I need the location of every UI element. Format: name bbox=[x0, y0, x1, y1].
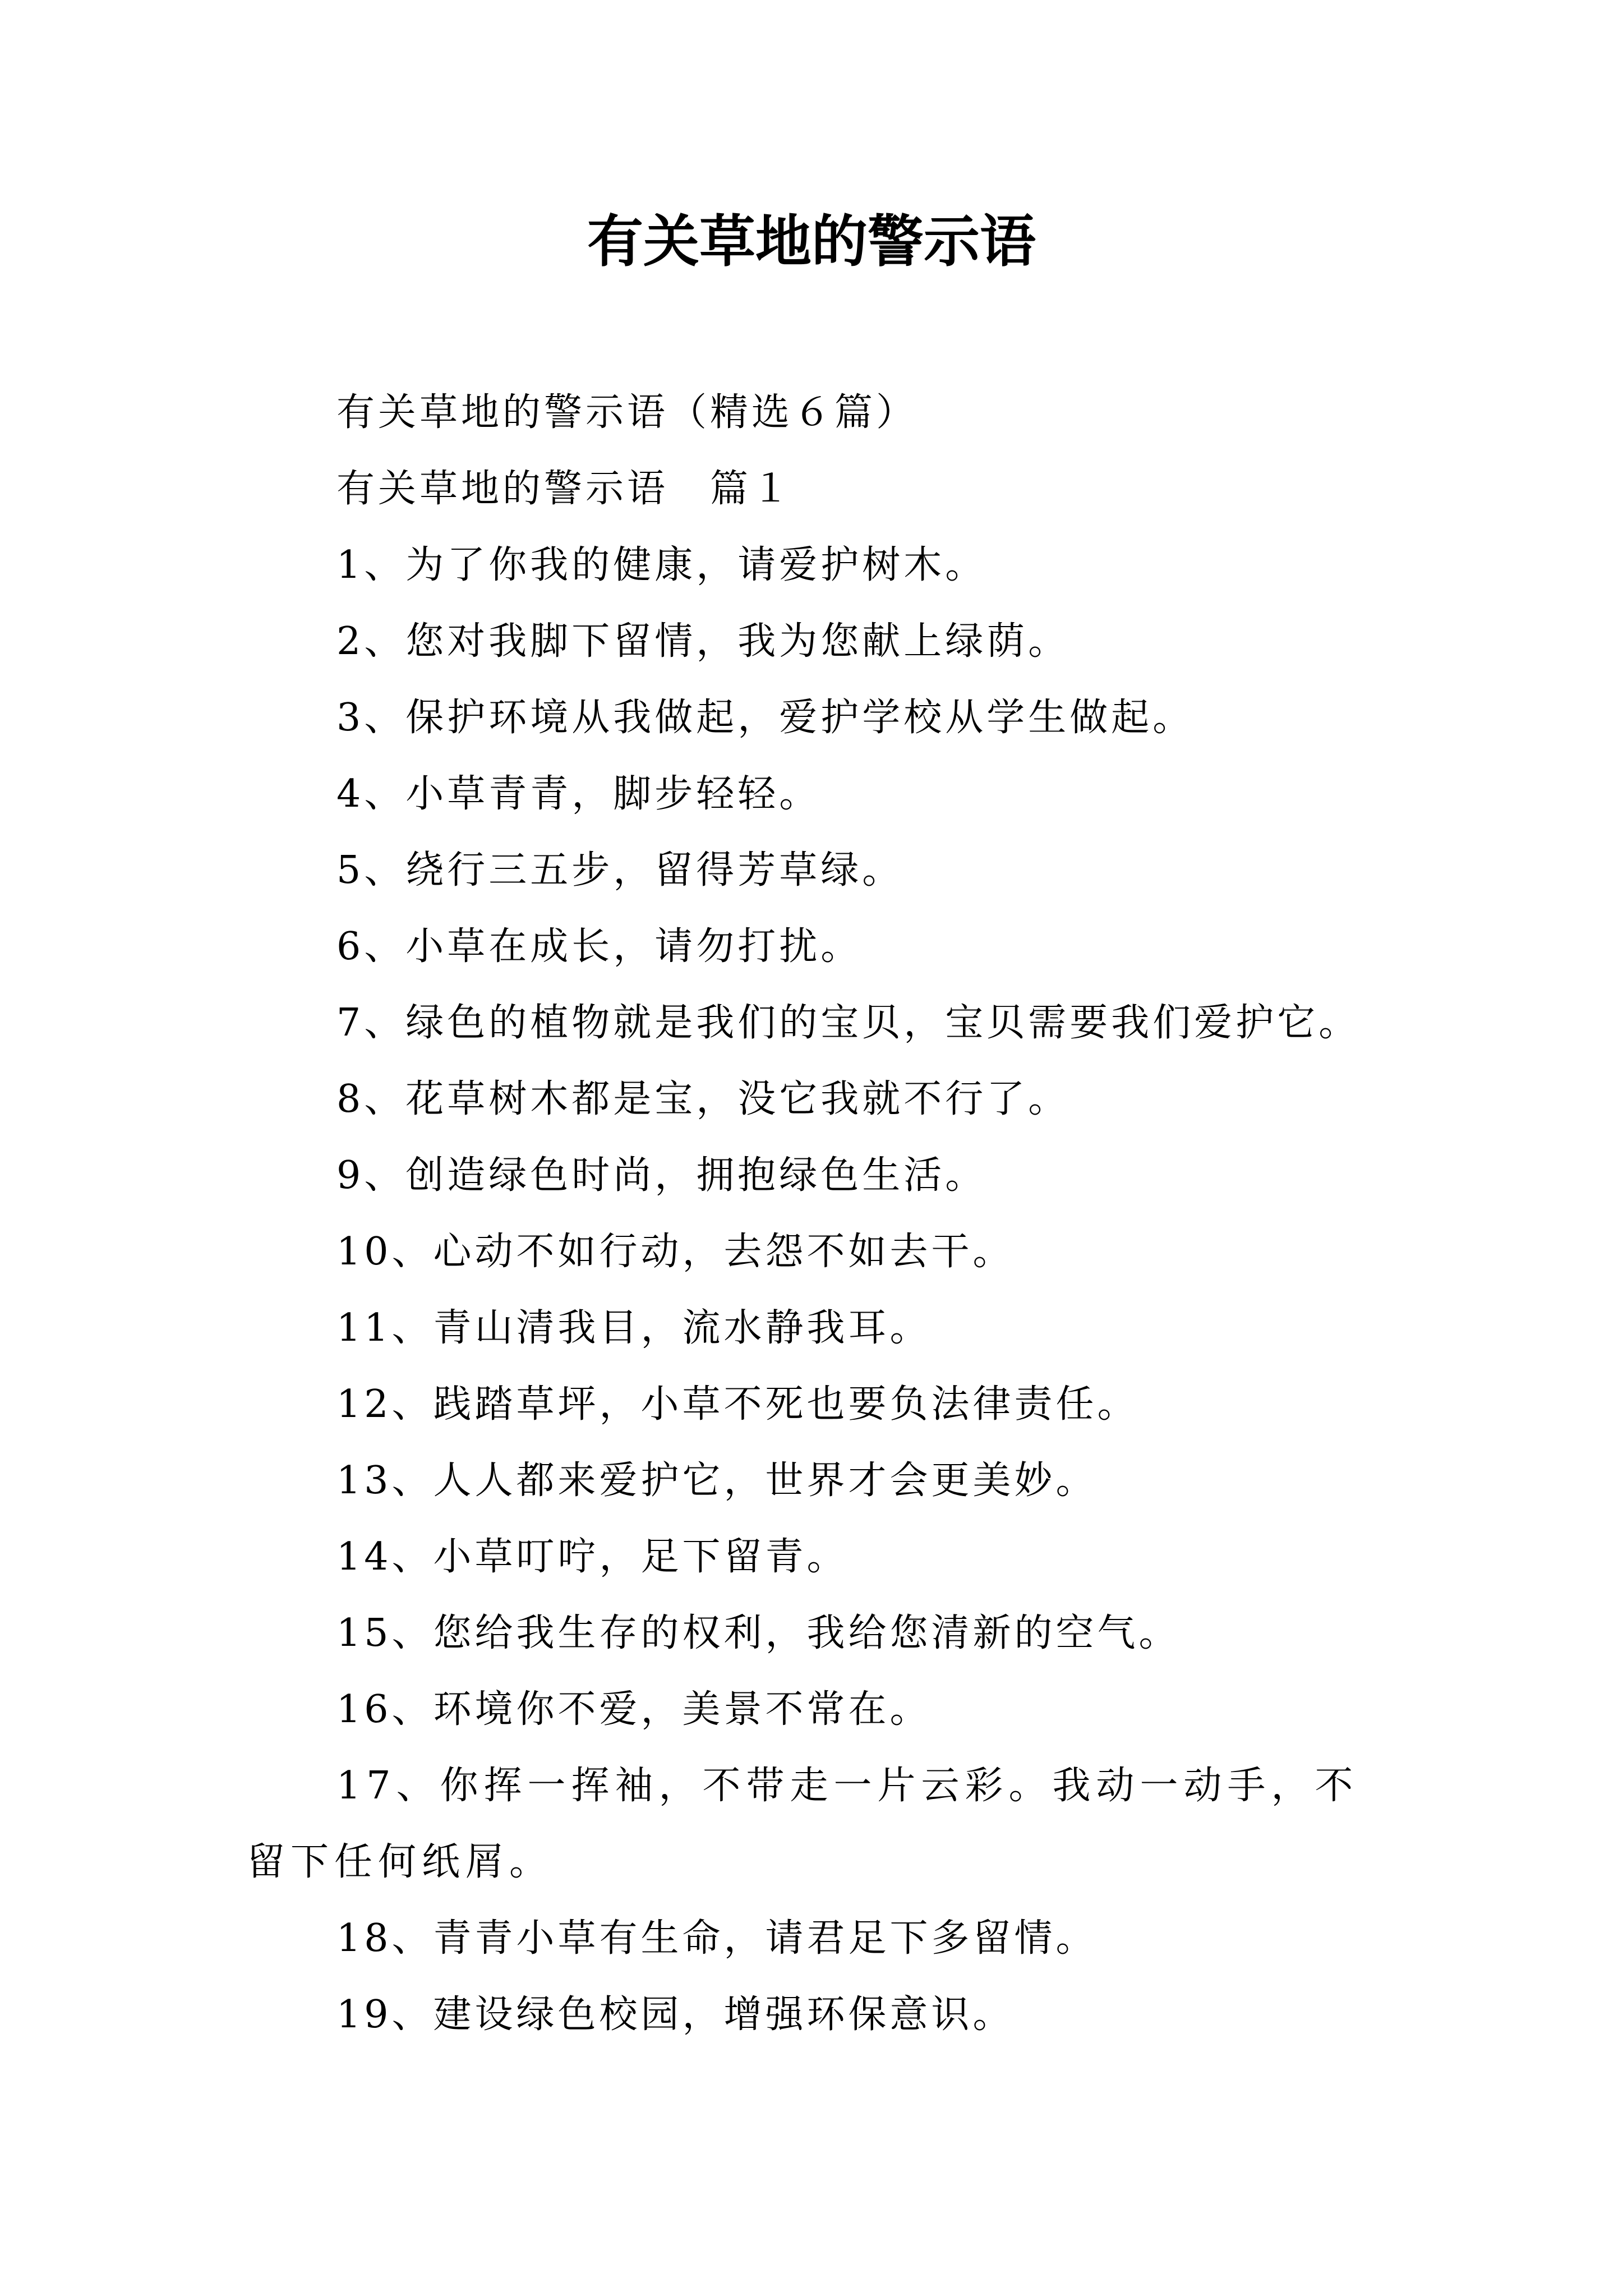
subtitle: 有关草地的警示语（精选６篇） bbox=[336, 390, 918, 435]
list-item: 17、你挥一挥袖，不带走一片云彩。我动一动手，不留下任何纸屑。 bbox=[247, 1764, 1359, 1884]
list-item: 14、小草叮咛，足下留青。 bbox=[336, 1535, 849, 1579]
document-title: 有关草地的警示语 bbox=[587, 208, 1036, 274]
list-item: 6、小草在成长，请勿打扰。 bbox=[336, 924, 863, 969]
list-item: 8、花草树木都是宝，没它我就不行了。 bbox=[336, 1077, 1070, 1121]
list-item: 13、人人都来爱护它，世界才会更美妙。 bbox=[336, 1458, 1098, 1503]
list-item: 1、为了你我的健康，请爱护树木。 bbox=[336, 543, 987, 587]
list-item: 4、小草青青，脚步轻轻。 bbox=[336, 772, 821, 816]
list-item: 7、绿色的植物就是我们的宝贝，宝贝需要我们爱护它。 bbox=[336, 1001, 1361, 1045]
list-item: 19、建设绿色校园，增强环保意识。 bbox=[336, 1993, 1015, 2037]
section-heading: 有关草地的警示语 篇１ bbox=[336, 467, 794, 511]
list-item: 9、创造绿色时尚，拥抱绿色生活。 bbox=[336, 1153, 987, 1198]
list-item: 18、青青小草有生命，请君足下多留情。 bbox=[336, 1916, 1098, 1961]
list-item: 12、践踏草坪，小草不死也要负法律责任。 bbox=[336, 1382, 1139, 1427]
list-item: 2、您对我脚下留情，我为您献上绿荫。 bbox=[336, 619, 1070, 664]
list-item: 11、青山清我目，流水静我耳。 bbox=[336, 1306, 932, 1350]
document-body bbox=[247, 375, 1396, 2053]
list-item: 15、您给我生存的权利，我给您清新的空气。 bbox=[336, 1611, 1181, 1655]
list-item: 10、心动不如行动，去怨不如去干。 bbox=[336, 1230, 1015, 1274]
list-item: 16、环境你不爱，美景不常在。 bbox=[336, 1687, 932, 1732]
list-item: 5、绕行三五步，留得芳草绿。 bbox=[336, 848, 904, 892]
list-item: 3、保护环境从我做起，爱护学校从学生做起。 bbox=[336, 696, 1195, 740]
